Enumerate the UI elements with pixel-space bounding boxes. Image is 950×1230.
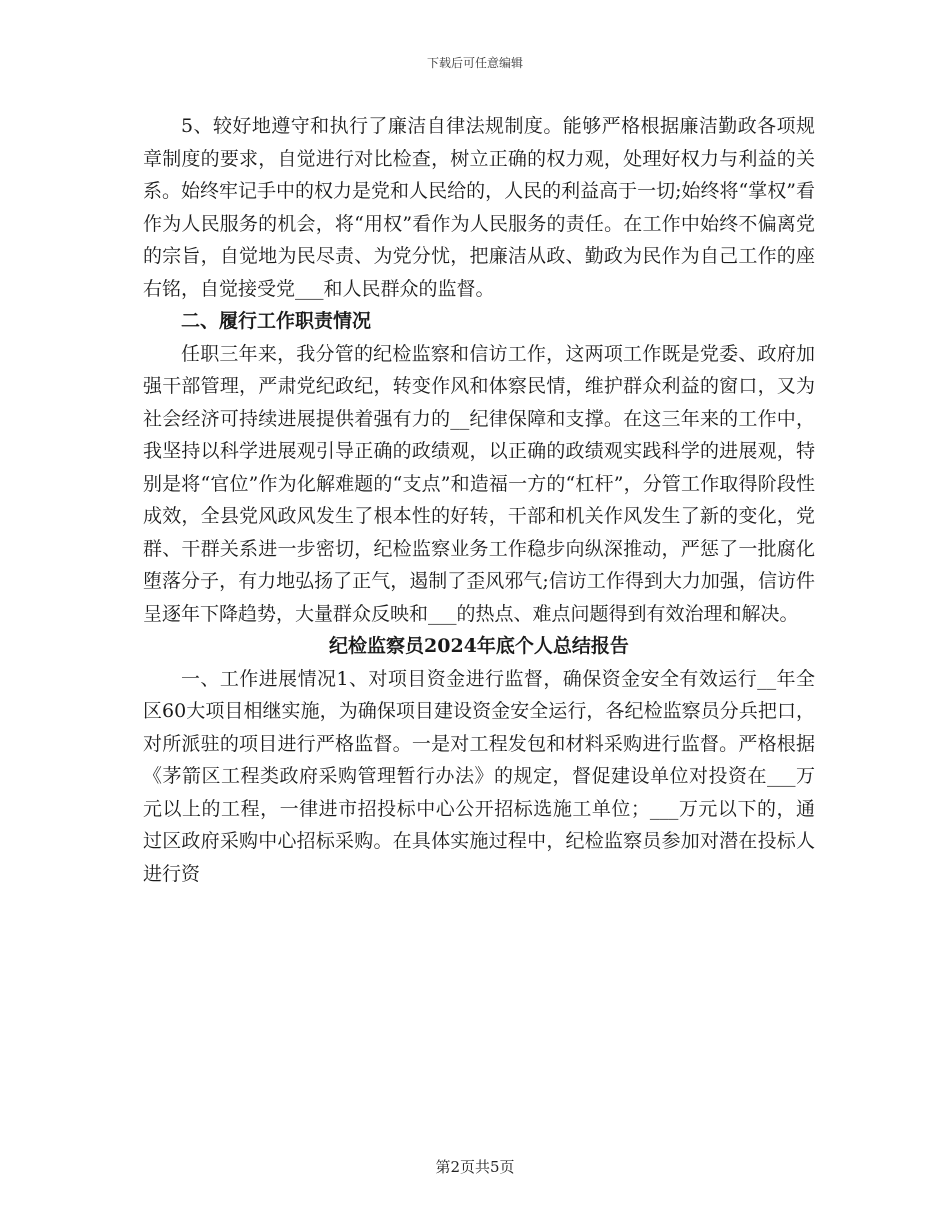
- section-heading-duties: 二、履行工作职责情况: [181, 310, 372, 332]
- report-title: 纪检监察员2024年底个人总结报告: [329, 635, 629, 657]
- page-header: 下载后可任意编辑: [426, 56, 523, 70]
- page-footer: 第2页共5页: [435, 1158, 515, 1176]
- paragraph-work-progress: 一、工作进展情况1、对项目资金进行监督，确保资金安全有效运行__年全区60大项目相继实施，为确保项目建设资金安全运行，各纪检监察员分兵把口，对所派驻的项目进行严格监督。一是对工程发包和材料采购进行监督。严格根据《茅箭区工程类政府采购管理暂行办法》的规定，督促建设单位对投资在___万元以上的工程，一律进市招投标中心公开招标选施工单位；___万元以下的，通过区政府采购中心招标采购。在具体实施过程中，纪检监察员参加对潜在投标人进行资: [143, 667, 815, 885]
- document-body: [143, 110, 815, 890]
- paragraph-duties-detail: 任职三年来，我分管的纪检监察和信访工作，这两项工作既是党委、政府加强干部管理，严肃党纪政纪，转变作风和体察民情，维护群众利益的窗口，又为社会经济可持续进展提供着强有力的__纪律保障和支撑。在这三年来的工作中，我坚持以科学进展观引导正确的政绩观，以正确的政绩观实践科学的进展观，特别是将“官位”作为化解难题的“支点”和造福一方的“杠杆”，分管工作取得阶段性成效，全县党风政风发生了根本性的好转，干部和机关作风发生了新的变化，党群、干群关系进一步密切，纪检监察业务工作稳步向纵深推动，严惩了一批腐化堕落分子，有力地弘扬了正气，遏制了歪风邪气;信访工作得到大力加强，信访件呈逐年下降趋势，大量群众反映和___的热点、难点问题得到有效治理和解决。: [143, 342, 815, 625]
- paragraph-discipline-compliance: 5、较好地遵守和执行了廉洁自律法规制度。能够严格根据廉洁勤政各项规章制度的要求，自觉进行对比检查，树立正确的权力观，处理好权力与利益的关系。始终牢记手中的权力是党和人民给的，人民的利益高于一切;始终将“掌权”看作为人民服务的机会，将“用权”看作为人民服务的责任。在工作中始终不偏离党的宗旨，自觉地为民尽责、为党分忧，把廉洁从政、勤政为民作为自己工作的座右铭，自觉接受党___和人民群众的监督。: [143, 115, 815, 300]
